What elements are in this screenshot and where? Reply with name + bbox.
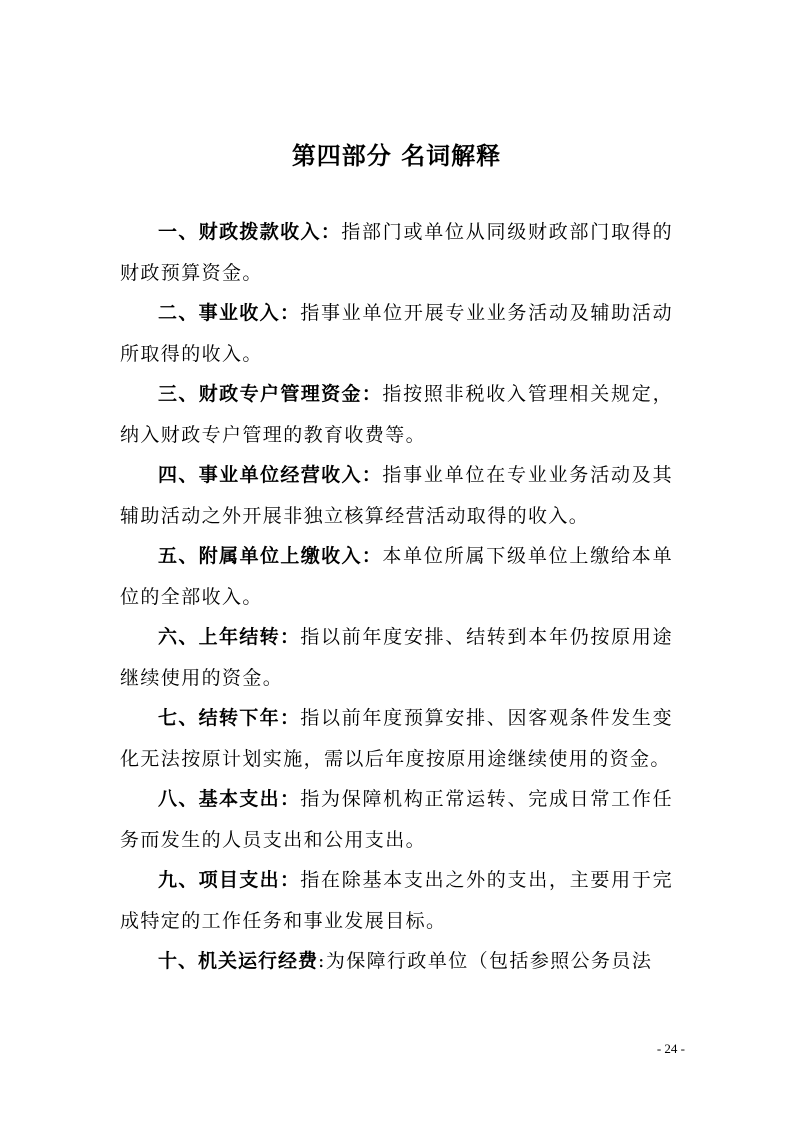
term-definition: 指事业单位开展专业业务活动及辅助活动所取得的收入。	[120, 302, 673, 365]
term-label: 一、财政拨款收入：	[158, 221, 342, 243]
term-definition: 指事业单位在专业业务活动及其辅助活动之外开展非独立核算经营活动取得的收入。	[120, 464, 673, 527]
term-definition: 指部门或单位从同级财政部门取得的财政预算资金。	[120, 221, 673, 284]
term-label: 十、机关运行经费	[158, 950, 319, 972]
term-label: 九、项目支出：	[158, 869, 301, 891]
paragraph-fiscal-appropriation-income	[120, 212, 673, 293]
term-label: 七、结转下年：	[158, 707, 301, 729]
page-number: - 24 -	[656, 1041, 685, 1056]
paragraph-prior-year-carryover	[120, 617, 673, 698]
paragraph-project-expenditure	[120, 860, 673, 941]
term-label: 三、财政专户管理资金：	[158, 383, 383, 405]
term-definition: 指为保障机构正常运转、完成日常工作任务而发生的人员支出和公用支出。	[120, 788, 673, 851]
term-label: 五、附属单位上缴收入：	[158, 545, 383, 567]
term-definition: 本单位所属下级单位上缴给本单位的全部收入。	[120, 545, 673, 608]
paragraph-special-account-funds	[120, 374, 673, 455]
paragraph-subsidiary-remittance	[120, 536, 673, 617]
term-definition: 指以前年度预算安排、因客观条件发生变化无法按原计划实施，需以后年度按原用途继续使用的资金。	[120, 707, 673, 770]
term-definition: 指以前年度安排、结转到本年仍按原用途继续使用的资金。	[120, 626, 673, 689]
term-label: 八、基本支出：	[158, 788, 301, 810]
term-definition: 指在除基本支出之外的支出，主要用于完成特定的工作任务和事业发展目标。	[120, 869, 673, 932]
page-title: 第四部分 名词解释	[291, 142, 502, 170]
document-body	[120, 212, 673, 982]
paragraph-next-year-carryover	[120, 698, 673, 779]
term-definition: 指按照非税收入管理相关规定，纳入财政专户管理的教育收费等。	[120, 383, 673, 446]
term-label: 二、事业收入：	[158, 302, 301, 324]
paragraph-operating-expenses	[120, 941, 673, 982]
term-label: 六、上年结转：	[158, 626, 301, 648]
term-label: 四、事业单位经营收入：	[158, 464, 383, 486]
paragraph-basic-expenditure	[120, 779, 673, 860]
term-definition: :为保障行政单位（包括参照公务员法	[318, 950, 653, 972]
paragraph-business-income	[120, 293, 673, 374]
paragraph-operating-income	[120, 455, 673, 536]
